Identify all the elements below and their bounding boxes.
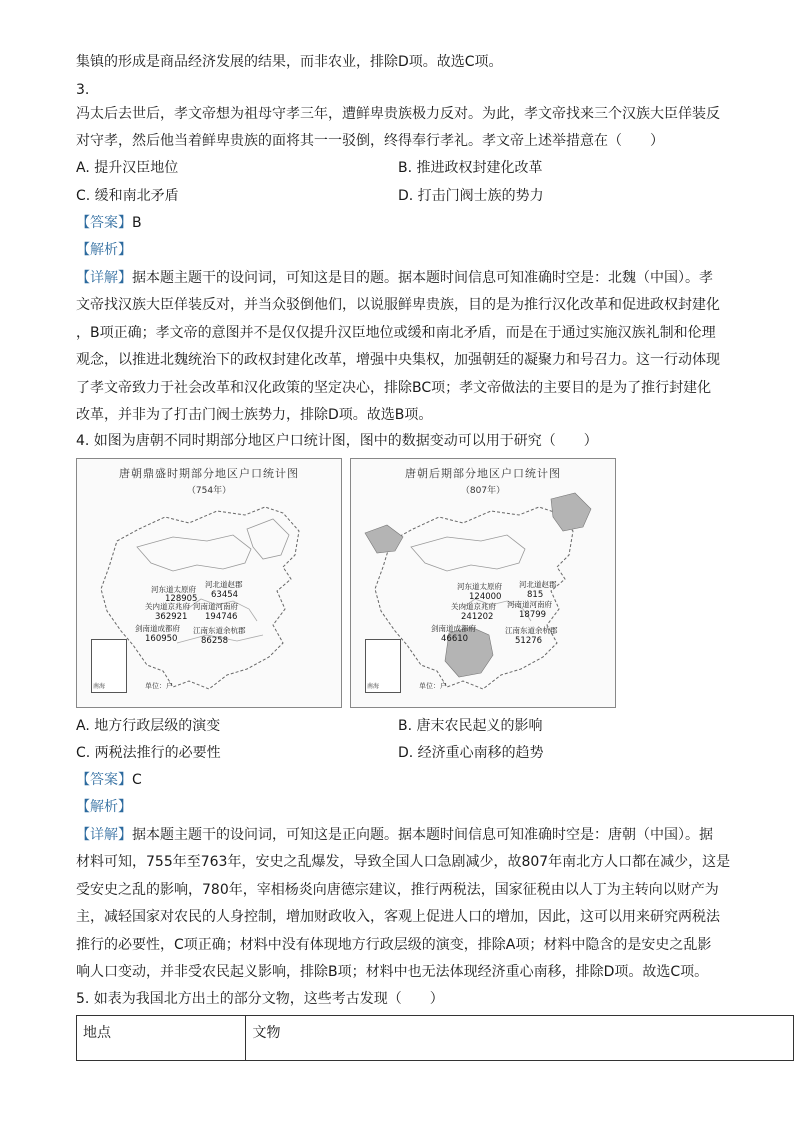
population-value: 194746 — [205, 612, 238, 622]
answer-line — [76, 770, 142, 790]
option-b: B. 唐末农民起义的影响 — [398, 718, 543, 734]
answer-tag: 【答案】 — [76, 772, 132, 788]
table-row — [77, 1016, 794, 1061]
population-value: 362921 — [155, 612, 188, 622]
place-label: 河南道河南府 — [507, 600, 552, 609]
explanation-line: 推行的必要性，C项正确；材料中没有体现地方行政层级的演变，排除A项；材料中隐含的是安史之乱影 — [76, 937, 712, 953]
map-title: 唐朝鼎盛时期部分地区户口统计图 — [119, 467, 299, 480]
population-value: 51276 — [515, 636, 543, 646]
artifact-table — [76, 1015, 794, 1061]
population-value: 815 — [527, 590, 544, 600]
inset-label: 南海 — [367, 683, 380, 690]
option-a: A. 地方行政层级的演变 — [76, 718, 221, 734]
explanation-line: 受安史之乱的影响，780年，宰相杨炎向唐德宗建议，推行两税法，国家征税由以人丁为主转向以财产为 — [76, 882, 719, 898]
place-label: 关内道京兆府 — [451, 602, 496, 611]
explanation-line: 文帝找汉族大臣佯装反对，并当众驳倒他们，以说服鲜卑贵族，目的是为推行汉化改革和促进政权封建化 — [76, 297, 720, 313]
explanation-line: ，B项正确；孝文帝的意图并不是仅仅提升汉臣地位或缓和南北矛盾，而是在于通过实施汉族礼制和伦理 — [76, 325, 716, 341]
population-value: 241202 — [461, 612, 494, 622]
table-header-location: 地点 — [77, 1016, 246, 1061]
question-number: 3. — [76, 82, 90, 98]
map-754 — [76, 458, 342, 708]
option-c: C. 缓和南北矛盾 — [76, 188, 179, 204]
population-value: 124000 — [469, 592, 502, 602]
map-year: （807年） — [460, 486, 506, 496]
option-c: C. 两税法推行的必要性 — [76, 745, 221, 761]
unit-label: 单位：户 — [419, 682, 447, 690]
place-label: 剑南道成都府 — [135, 624, 180, 633]
explanation-line: 了孝文帝致力于社会改革和汉化政策的坚定决心，排除BC项；孝文帝做法的主要目的是为了推行封建化 — [76, 380, 712, 396]
option-b: B. 推进政权封建化改革 — [398, 160, 543, 176]
answer-value: B — [132, 215, 142, 231]
question-stem: 冯太后去世后，孝文帝想为祖母守孝三年，遭鲜卑贵族极力反对。为此，孝文帝找来三个汉族大臣佯装反 — [76, 106, 720, 122]
question-stem: 5. 如表为我国北方出土的部分文物，这些考古发现（ ） — [76, 991, 444, 1007]
option-a: A. 提升汉臣地位 — [76, 160, 179, 176]
place-label: 剑南道成都府 — [431, 624, 476, 633]
population-value: 128905 — [165, 594, 198, 604]
analysis-tag: 【解析】 — [76, 242, 132, 258]
population-value: 46610 — [441, 634, 469, 644]
explanation-line: 主，减轻国家对农民的人身控制，增加财政收入，客观上促进人口的增加，因此，这可以用来研究两税法 — [76, 909, 720, 925]
detail-tag: 【详解】 — [76, 827, 132, 843]
place-label: 关内道京兆府 — [145, 602, 190, 611]
explanation-text: 据本题主题干的设问词，可知这是正向题。据本题时间信息可知准确时空是：唐朝（中国）。据 — [132, 827, 713, 843]
place-label: 河东道太原府 — [151, 585, 196, 594]
explanation-line — [76, 268, 713, 288]
unit-label: 单位：户 — [145, 682, 173, 690]
answer-tag: 【答案】 — [76, 215, 132, 231]
place-label: 河北道赵郡 — [205, 580, 243, 589]
map-807 — [350, 458, 616, 708]
explanation-line: 响人口变动，并非受农民起义影响，排除B项；材料中也无法体现经济重心南移，排除D项。故选C项。 — [76, 964, 709, 980]
place-label: 河南道河南府 — [193, 602, 238, 611]
explanation-text: 据本题主题干的设问词，可知这是目的题。据本题时间信息可知准确时空是：北魏（中国）。孝 — [132, 270, 713, 286]
map-year: （754年） — [186, 486, 232, 496]
inset-label: 南海 — [93, 683, 106, 690]
population-value: 18799 — [519, 610, 547, 620]
explanation-line: 观念，以推进北魏统治下的政权封建化改革，增强中央集权，加强朝廷的凝聚力和号召力。这一行动体现 — [76, 352, 720, 368]
answer-line — [76, 213, 142, 233]
question-stem: 对守孝，然后他当着鲜卑贵族的面将其一一驳倒，终得奉行孝礼。孝文帝上述举措意在（ ） — [76, 133, 664, 149]
text-line: 集镇的形成是商品经济发展的结果，而非农业，排除D项。故选C项。 — [76, 54, 503, 70]
map-figure — [76, 458, 616, 708]
explanation-line: 改革，并非为了打击门阀士族势力，排除D项。故选B项。 — [76, 407, 433, 423]
place-label: 河东道太原府 — [457, 582, 502, 591]
place-label: 河北道赵郡 — [519, 580, 557, 589]
detail-tag: 【详解】 — [76, 270, 132, 286]
place-label: 江南东道余杭郡 — [505, 626, 558, 635]
question-stem: 4. 如图为唐朝不同时期部分地区户口统计图，图中的数据变动可以用于研究（ ） — [76, 433, 598, 449]
answer-value: C — [132, 772, 142, 788]
option-d: D. 经济重心南移的趋势 — [398, 745, 544, 761]
population-value: 86258 — [201, 636, 229, 646]
population-value: 160950 — [145, 634, 178, 644]
table-header-artifact: 文物 — [246, 1016, 794, 1061]
place-label: 江南东道余杭郡 — [193, 626, 246, 635]
option-d: D. 打击门阀士族的势力 — [398, 188, 544, 204]
explanation-line: 材料可知，755年至763年，安史之乱爆发，导致全国人口急剧减少，故807年南北方人口都在减少，这是 — [76, 854, 731, 870]
analysis-tag: 【解析】 — [76, 799, 132, 815]
map-title: 唐朝后期部分地区户口统计图 — [405, 467, 561, 480]
population-value: 63454 — [211, 590, 239, 600]
explanation-line — [76, 825, 713, 845]
